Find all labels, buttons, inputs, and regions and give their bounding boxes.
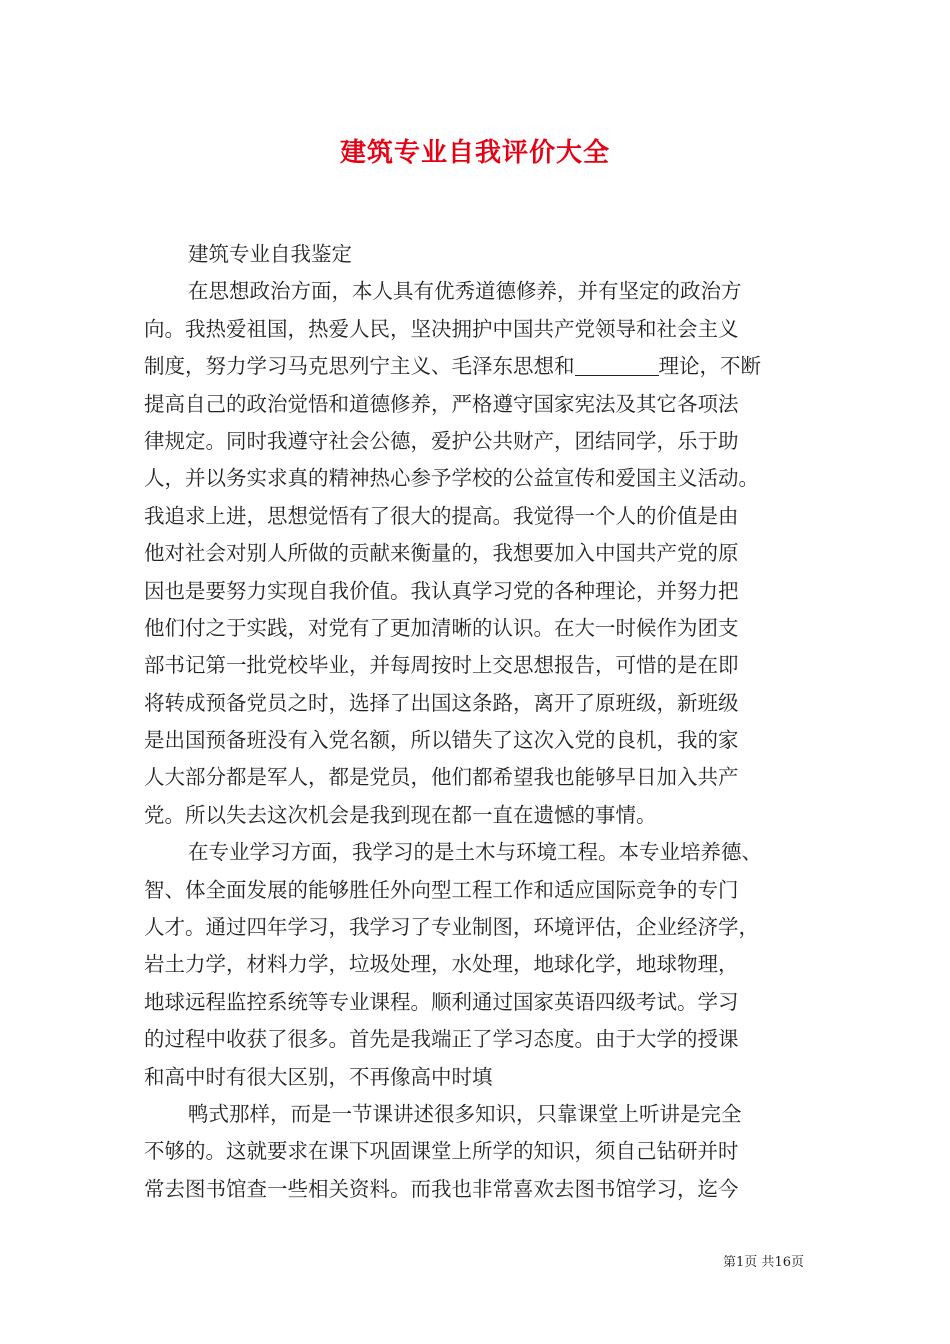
page-label-mid: 页 共 bbox=[744, 1255, 775, 1270]
page-label-suffix: 页 bbox=[790, 1255, 804, 1270]
document-title: 建筑专业自我评价大全 bbox=[339, 138, 610, 168]
text-line: 我追求上进，思想觉悟有了很大的提高。我觉得一个人的价值是由 bbox=[144, 503, 739, 528]
fill-in-blank bbox=[575, 353, 659, 376]
text-line: 常去图书馆查一些相关资料。而我也非常喜欢去图书馆学习，迄今 bbox=[144, 1176, 739, 1201]
text-line: 他对社会对别人所做的贡献来衡量的，我想要加入中国共产党的原 bbox=[144, 541, 739, 566]
text-line: 人，并以务实求真的精神热心参予学校的公益宣传和爱国主义活动。 bbox=[144, 466, 759, 491]
current-page-number: 1 bbox=[736, 1255, 745, 1270]
text-line: 在专业学习方面，我学习的是土木与环境工程。本专业培养德、 bbox=[188, 840, 762, 865]
total-pages-number: 16 bbox=[774, 1255, 791, 1270]
text-line: 和高中时有很大区别，不再像高中时填 bbox=[144, 1064, 493, 1089]
text-line: 不够的。这就要求在课下巩固课堂上所学的知识，须自己钻研并时 bbox=[144, 1139, 739, 1164]
text-segment: 理论，不断 bbox=[658, 354, 761, 379]
text-line: 部书记第一批党校毕业，并每周按时上交思想报告，可惜的是在即 bbox=[144, 653, 739, 678]
text-segment: 制度，努力学习马克思列宁主义、毛泽东思想和 bbox=[144, 354, 575, 379]
text-line: 鸭式那样，而是一节课讲述很多知识，只靠课堂上听讲是完全 bbox=[188, 1101, 742, 1126]
text-line: 是出国预备班没有入党名额，所以错失了这次入党的良机，我的家 bbox=[144, 728, 739, 753]
text-line: 他们付之于实践，对党有了更加清晰的认识。在大一时候作为团支 bbox=[144, 615, 739, 640]
text-line: 地球远程监控系统等专业课程。顺利通过国家英语四级考试。学习 bbox=[144, 989, 739, 1014]
text-line: 的过程中收获了很多。首先是我端正了学习态度。由于大学的授课 bbox=[144, 1027, 739, 1052]
text-line: 律规定。同时我遵守社会公德，爱护公共财产，团结同学，乐于助 bbox=[144, 428, 739, 453]
text-line: 岩土力学，材料力学，垃圾处理，水处理，地球化学，地球物理， bbox=[144, 952, 739, 977]
text-line: 将转成预备党员之时，选择了出国这条路，离开了原班级，新班级 bbox=[144, 690, 739, 715]
text-line: 人才。通过四年学习，我学习了专业制图，环境评估，企业经济学， bbox=[144, 915, 759, 940]
text-line: 因也是要努力实现自我价值。我认真学习党的各种理论，并努力把 bbox=[144, 578, 739, 603]
text-line: 向。我热爱祖国，热爱人民，坚决拥护中国共产党领导和社会主义 bbox=[144, 316, 739, 341]
text-line: 在思想政治方面，本人具有优秀道德修养，并有坚定的政治方 bbox=[188, 279, 742, 304]
page-footer bbox=[723, 1251, 804, 1270]
page-label-prefix: 第 bbox=[723, 1255, 737, 1270]
text-line bbox=[144, 348, 812, 385]
text-line: 党。所以失去这次机会是我到现在都一直在遗憾的事情。 bbox=[144, 802, 657, 827]
text-line: 人大部分都是军人，都是党员，他们都希望我也能够早日加入共产 bbox=[144, 765, 739, 790]
text-line: 提高自己的政治觉悟和道德修养，严格遵守国家宪法及其它各项法 bbox=[144, 391, 739, 416]
document-body bbox=[144, 236, 812, 1208]
text-line: 智、体全面发展的能够胜任外向型工程工作和适应国际竞争的专门 bbox=[144, 877, 739, 902]
text-line: 建筑专业自我鉴定 bbox=[188, 242, 352, 266]
